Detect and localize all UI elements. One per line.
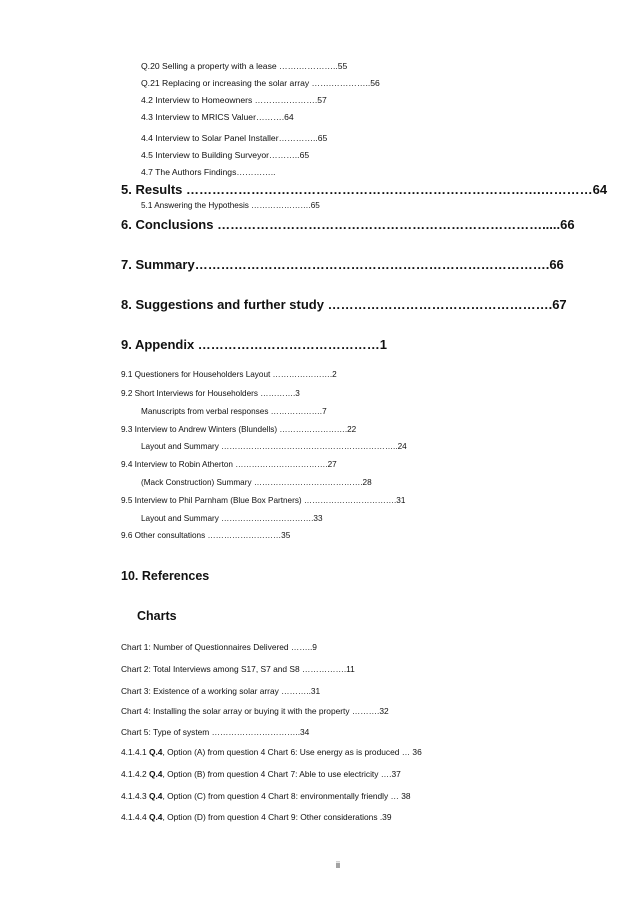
toc-appendix-9-5-sub: Layout and Summary …………………………….33: [141, 514, 323, 523]
chart-entry-6-prefix: 4.1.4.1: [121, 747, 149, 757]
chart-entry-8: [121, 792, 411, 800]
toc-section-summary: 7. Summary……………………………………………………………………….66: [121, 257, 564, 272]
toc-entry-4-2: 4.2 Interview to Homeowners ………………….57: [141, 95, 327, 105]
toc-appendix-9-2-sub: Manuscripts from verbal responses ……………….7: [141, 407, 327, 416]
toc-appendix-9-3-sub: Layout and Summary ………………………………………………………..24: [141, 442, 407, 451]
chart-entry-8-question: Q.4: [148, 791, 163, 801]
chart-entry-9-prefix: 4.1.4.4: [121, 812, 149, 822]
chart-entry-7: [121, 770, 401, 778]
chart-entry-7-question: Q.4: [148, 769, 163, 779]
toc-section-conclusions: 6. Conclusions ………………………………………………………………….....66: [121, 217, 575, 232]
charts-heading: Charts: [137, 609, 177, 623]
toc-appendix-9-1: 9.1 Questioners for Householders Layout ………………….2: [121, 370, 337, 379]
chart-entry-9-text: , Option (D) from question 4 Chart 9: Other considerations .39: [162, 812, 392, 822]
toc-appendix-9-4-sub: (Mack Construction) Summary ………………………………….28: [141, 478, 372, 487]
chart-entry-6: [121, 748, 422, 756]
chart-entry-7-prefix: 4.1.4.2: [121, 769, 149, 779]
chart-entry-3: Chart 3: Existence of a working solar array ………..31: [121, 686, 321, 696]
chart-entry-4: Chart 4: Installing the solar array or buying it with the property ……….32: [121, 706, 389, 716]
chart-entry-8-text: , Option (C) from question 4 Chart 8: environmentally friendly … 38: [162, 791, 411, 801]
toc-entry-q20: Q.20 Selling a property with a lease …….…………..55: [141, 61, 348, 71]
chart-entry-1: Chart 1: Number of Questionnaires Delivered ……..9: [121, 642, 317, 652]
toc-section-appendix: 9. Appendix ……………………………………1: [121, 337, 388, 352]
chart-entry-2: Chart 2: Total Interviews among S17, S7 and S8 …………….11: [121, 664, 355, 674]
chart-entry-6-question: Q.4: [148, 747, 163, 757]
chart-entry-7-text: , Option (B) from question 4 Chart 7: Able to use electricity ….37: [162, 769, 401, 779]
toc-entry-4-3: 4.3 Interview to MRICS Valuer……….64: [141, 112, 294, 122]
toc-entry-q21: Q.21 Replacing or increasing the solar array …….…………..56: [141, 78, 380, 88]
toc-entry-4-7: 4.7 The Authors Findings…………..: [141, 167, 276, 177]
chart-entry-5: Chart 5: Type of system …………………………..34: [121, 727, 310, 737]
toc-appendix-9-5: 9.5 Interview to Phil Parnham (Blue Box Partners) …………………………….31: [121, 496, 406, 505]
toc-entry-4-4: 4.4 Interview to Solar Panel Installer…………..65: [141, 133, 328, 143]
page-number: ii: [336, 860, 340, 870]
toc-appendix-9-4: 9.4 Interview to Robin Atherton …………………………….27: [121, 460, 337, 469]
toc-section-suggestions: 8. Suggestions and further study …………………………………………….67: [121, 297, 567, 312]
toc-entry-5-1: 5.1 Answering the Hypothesis ………………….65: [141, 201, 320, 210]
toc-entry-4-5: 4.5 Interview to Building Surveyor………..65: [141, 150, 310, 160]
toc-section-references: 10. References: [121, 569, 210, 583]
chart-entry-9-question: Q.4: [148, 812, 163, 822]
toc-appendix-9-6: 9.6 Other consultations ………………………35: [121, 531, 291, 540]
chart-entry-6-text: , Option (A) from question 4 Chart 6: Use energy as is produced … 36: [162, 747, 422, 757]
chart-entry-9: [121, 813, 391, 821]
toc-appendix-9-3: 9.3 Interview to Andrew Winters (Blundells) …………………….22: [121, 425, 357, 434]
chart-entry-8-prefix: 4.1.4.3: [121, 791, 149, 801]
toc-appendix-9-2: 9.2 Short Interviews for Householders ………….3: [121, 389, 300, 398]
toc-section-results: 5. Results ……………………………………………………………………….…………64: [121, 182, 608, 197]
